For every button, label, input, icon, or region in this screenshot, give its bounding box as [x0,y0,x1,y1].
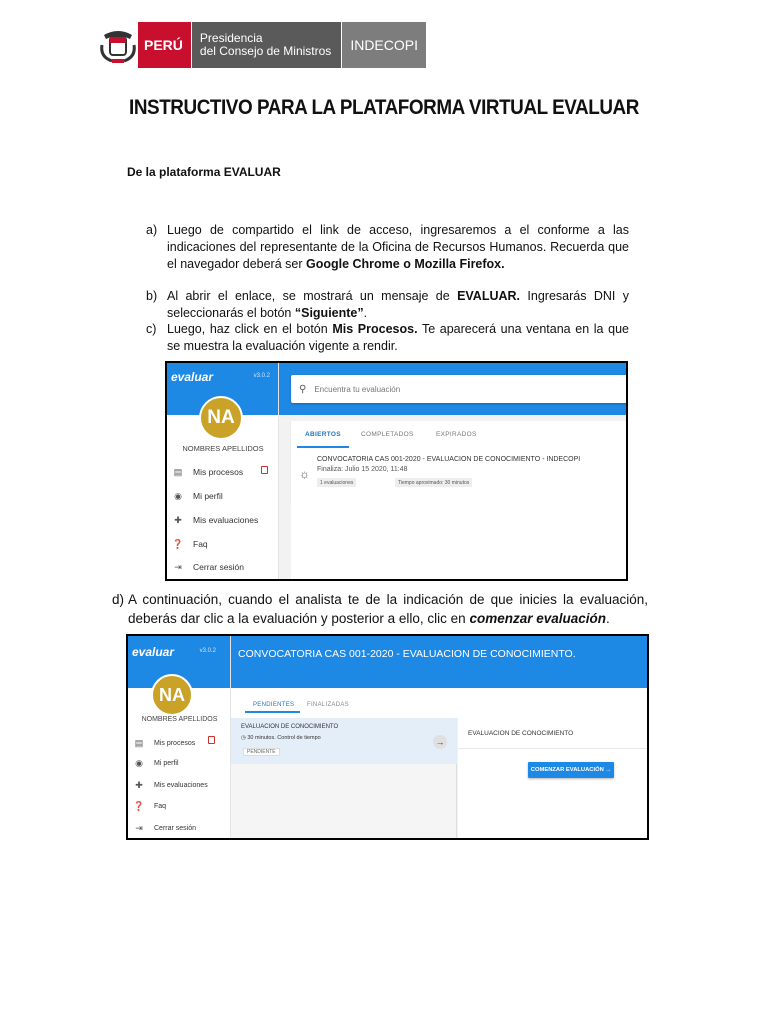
screenshot-mis-procesos [165,361,628,581]
tabs-bar [291,421,628,451]
paragraph-a [146,222,629,273]
process-title: CONVOCATORIA CAS 001-2020 - EVALUACION DE CONOCIMIENTO - INDECOPI [317,456,581,463]
paragraph-text: Ingresarás DNI y seleccionarás el botón [167,289,629,320]
sidebar-item-mis-procesos[interactable] [173,467,243,477]
search-icon: ⚲ [299,383,307,395]
user-icon: ◉ [135,757,143,768]
sidebar-item-label: Mis evaluaciones [154,781,208,789]
evaluations-chip: 1 evaluaciones [317,478,356,487]
sidebar-item-label: Faq [193,539,208,549]
indecopi-logo: INDECOPI [341,22,426,68]
sidebar-item-label: Mis evaluaciones [193,515,259,525]
sidebar-item-label: Mis procesos [154,739,196,747]
help-icon: ❓ [172,538,184,549]
paragraph-label: b) [146,289,158,303]
paragraph-b [146,288,629,322]
sidebar-item-label: Cerrar sesión [193,562,245,572]
evaluation-item[interactable] [231,718,457,764]
sidebar-item-cerrar-sesion[interactable] [134,823,196,833]
paragraph-text: Te aparecerá una ventana en la que se muestra la evaluación vigente a rendir. [167,322,629,353]
logout-icon: ⇥ [174,561,182,572]
sidebar-item-label: Mis procesos [193,467,244,477]
paragraph-d [112,590,648,628]
puzzle-icon: ✚ [174,514,182,525]
avatar: NA [151,674,193,716]
sidebar-item-mis-evaluaciones[interactable] [134,780,208,790]
sidebar-item-mis-procesos[interactable] [134,738,195,748]
sidebar-item-label: Mi perfil [193,491,223,501]
process-title: CONVOCATORIA CAS 001-2020 - EVALUACION DE CONOCIMIENTO. [238,648,576,660]
user-name: NOMBRES APELLIDOS [182,444,264,453]
evaluation-duration: 30 minutos. Control de tiempo [247,735,321,741]
evaluation-detail-panel [458,718,647,838]
pcm-line2: del Consejo de Ministros [199,44,332,58]
sidebar-item-faq[interactable] [134,801,166,811]
tab-expirados[interactable]: EXPIRADOS [436,431,477,438]
tab-finalizadas[interactable]: FINALIZADAS [307,702,349,708]
pcm-line1: Presidencia [199,31,263,45]
content-area [291,503,628,579]
user-icon: ◉ [174,490,182,501]
coat-of-arms-icon [98,22,138,68]
detail-title: EVALUACION DE CONOCIMIENTO [468,730,574,737]
pcm-logo [191,22,341,68]
paragraph-c [146,321,629,355]
evaluation-list [231,718,457,838]
version-label: v3.0.2 [199,648,216,654]
sidebar [167,363,279,579]
paragraph-bold-italic: comenzar evaluación [469,611,606,626]
status-badge: PENDIENTE [243,748,280,756]
notification-badge [208,736,215,744]
notification-badge [261,466,268,474]
sidebar-item-label: Faq [154,802,167,810]
document-icon: ▤ [173,466,183,477]
paragraph-text: Al abrir el enlace, se mostrará un mensaje de [167,289,458,303]
logout-icon: ⇥ [135,822,143,833]
paragraph-bold: Mis Procesos. [332,322,418,336]
top-bar [231,636,647,688]
paragraph-text: A continuación, cuando el analista te de la indicación de que inicies la evaluación, deberás dar clic a la evaluación y posterior a ello, clic en [128,592,648,626]
tab-pendientes[interactable]: PENDIENTES [253,702,295,708]
paragraph-bold: EVALUAR. [457,289,521,303]
sidebar-item-faq[interactable] [173,539,208,549]
sidebar-item-cerrar-sesion[interactable] [173,562,244,572]
search-placeholder: Encuentra tu evaluación [314,384,401,394]
paragraph-text: Luego, haz click en el botón [167,322,333,336]
evaluar-logo: evaluar [132,645,175,659]
process-deadline: Finaliza: Julio 15 2020, 11:48 [317,466,408,473]
evaluation-detail [241,735,321,741]
sun-icon: ☼ [299,467,310,481]
header-logos [98,22,426,68]
screenshot-comenzar-evaluacion [126,634,649,840]
sidebar-item-mi-perfil[interactable] [173,491,223,501]
help-icon: ❓ [133,800,145,811]
document-title: INSTRUCTIVO PARA LA PLATAFORMA VIRTUAL EVALUAR [129,96,639,119]
sidebar [128,636,231,838]
tabs-bar [231,688,647,718]
section-title: De la plataforma EVALUAR [127,165,281,179]
search-input[interactable] [291,375,628,403]
paragraph-label: d) [112,592,125,607]
sidebar-item-label: Cerrar sesión [154,824,197,832]
evaluar-logo: evaluar [171,370,214,384]
time-chip: Tiempo aproximado: 30 minutos [395,478,472,487]
evaluation-name: EVALUACION DE CONOCIMIENTO [241,724,339,730]
sidebar-item-label: Mi perfil [154,759,179,767]
start-evaluation-button[interactable]: COMENZAR EVALUACIÓN → [528,762,614,778]
sidebar-item-mi-perfil[interactable] [134,758,179,768]
paragraph-bold: “Siguiente” [294,306,364,320]
paragraph-text: . [363,306,368,320]
document-icon: ▤ [134,737,144,748]
version-label: v3.0.2 [253,373,270,379]
process-card[interactable] [291,451,628,503]
tab-abiertos[interactable]: ABIERTOS [305,431,341,438]
paragraph-label: c) [146,322,157,336]
paragraph-bold: Google Chrome o Mozilla Firefox. [305,257,505,271]
avatar: NA [199,396,243,440]
paragraph-label: a) [146,223,158,237]
arrow-right-icon[interactable]: → [433,735,447,749]
tab-completados[interactable]: COMPLETADOS [361,431,414,438]
clock-icon: ◷ [241,735,248,741]
user-name: NOMBRES APELLIDOS [141,716,218,723]
sidebar-item-mis-evaluaciones[interactable] [173,515,258,525]
divider [458,748,647,749]
puzzle-icon: ✚ [135,779,143,790]
paragraph-text: Luego de compartido el link de acceso, ingresaremos a el conforme a las indicaciones del representante de la Oficina de Recursos Humanos. Recuerda que el navegador deberá ser [167,223,629,271]
peru-logo: PERÚ [138,22,191,68]
paragraph-text: . [606,611,610,626]
